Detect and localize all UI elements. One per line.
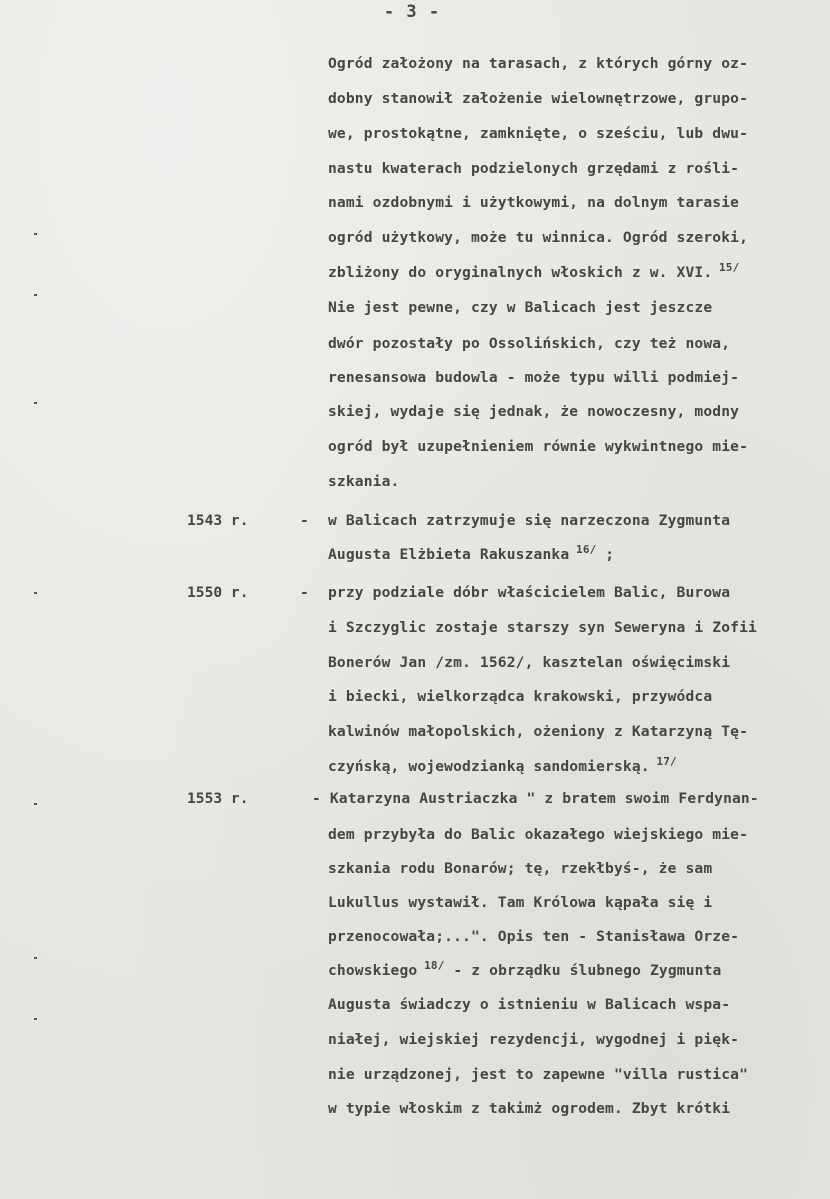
line-text: Augusta Elżbieta Rakuszanka xyxy=(328,546,570,563)
text-line xyxy=(328,160,739,177)
text-line xyxy=(312,790,759,807)
text-line xyxy=(328,335,730,352)
line-text: chowskiego xyxy=(328,962,418,979)
text-line xyxy=(328,654,730,671)
line-text: - Katarzyna Austriaczka " z bratem swoim Ferdynan- xyxy=(312,790,759,807)
text-line xyxy=(328,860,712,877)
text-line xyxy=(328,996,730,1013)
line-text: Lukullus wystawił. Tam Królowa kąpała się i xyxy=(328,894,713,911)
line-text: niałej, wiejskiej rezydencji, wygodnej i pięk- xyxy=(328,1031,740,1048)
footnote-marker: 17/ xyxy=(649,755,677,768)
text-line xyxy=(328,543,615,563)
text-line xyxy=(328,473,400,490)
line-text: renesansowa budowla - może typu willi podmiej- xyxy=(328,369,740,386)
line-text: w typie włoskim z takimż ogrodem. Zbyt krótki xyxy=(328,1100,731,1117)
text-line xyxy=(328,299,712,316)
footnote-marker: 15/ xyxy=(712,261,740,274)
line-text: Augusta świadczy o istnieniu w Balicach wspa- xyxy=(328,996,731,1013)
line-text: dobny stanowił założenie wielownętrzowe, grupo- xyxy=(328,90,749,107)
text-line xyxy=(328,894,712,911)
line-text: przenocowała;...". Opis ten - Stanisława Orze- xyxy=(328,928,740,945)
text-line xyxy=(328,1031,739,1048)
text-line xyxy=(328,369,739,386)
text-line xyxy=(328,55,748,72)
line-text: dwór pozostały po Ossolińskich, czy też nowa, xyxy=(328,335,731,352)
line-text: Nie jest pewne, czy w Balicach jest jeszcze xyxy=(328,299,713,316)
line-text: czyńską, wojewodzianką sandomierską. xyxy=(328,758,650,775)
line-text: ogród użytkowy, może tu winnica. Ogród szeroki, xyxy=(328,229,749,246)
line-text: kalwinów małopolskich, ożeniony z Katarzyną Tę- xyxy=(328,723,749,740)
entry-dash: - xyxy=(300,584,309,601)
line-text: nie urządzonej, jest to zapewne "villa rustica" xyxy=(328,1066,749,1083)
line-text: ogród był uzupełnieniem równie wykwintnego mie- xyxy=(328,438,749,455)
line-text: Ogród założony na tarasach, z których górny oz- xyxy=(328,55,749,72)
line-text: szkania. xyxy=(328,473,400,490)
page-number: - 3 - xyxy=(383,2,441,22)
footnote-marker: 16/ xyxy=(569,543,597,556)
text-line xyxy=(328,438,748,455)
text-line xyxy=(328,194,739,211)
margin-speck xyxy=(34,803,37,805)
margin-speck xyxy=(34,402,37,404)
text-line xyxy=(328,125,748,142)
text-line xyxy=(328,1100,730,1117)
text-line xyxy=(328,403,739,420)
text-line xyxy=(328,826,748,843)
text-line xyxy=(328,261,740,281)
line-text: nami ozdobnymi i użytkowymi, na dolnym tarasie xyxy=(328,194,740,211)
text-line xyxy=(328,619,757,636)
entry-date-1553: 1553 r. xyxy=(187,790,249,807)
entry-date-1550: 1550 r. xyxy=(187,584,249,601)
text-line xyxy=(328,90,748,107)
line-text: nastu kwaterach podzielonych grzędami z rośli- xyxy=(328,160,740,177)
text-line xyxy=(328,1066,748,1083)
margin-speck xyxy=(34,1018,37,1020)
text-line xyxy=(328,229,748,246)
margin-speck xyxy=(34,294,37,296)
text-line xyxy=(328,928,739,945)
text-line xyxy=(328,688,712,705)
line-text: we, prostokątne, zamknięte, o sześciu, lub dwu- xyxy=(328,125,749,142)
line-text: zbliżony do oryginalnych włoskich z w. XVI. xyxy=(328,264,713,281)
margin-speck xyxy=(34,592,37,594)
line-text: dem przybyła do Balic okazałego wiejskiego mie- xyxy=(328,826,749,843)
text-line xyxy=(328,723,748,740)
text-line xyxy=(328,959,722,979)
footnote-marker: 18/ xyxy=(417,959,445,972)
line-text: w Balicach zatrzymuje się narzeczona Zygmunta xyxy=(328,512,731,529)
entry-date-1543: 1543 r. xyxy=(187,512,249,529)
line-text: szkania rodu Bonarów; tę, rzekłbyś-, że sam xyxy=(328,860,713,877)
line-text: i Szczyglic zostaje starszy syn Seweryna i Zofii xyxy=(328,619,757,636)
text-line xyxy=(328,584,730,601)
line-text: przy podziale dóbr właścicielem Balic, Burowa xyxy=(328,584,731,601)
line-text: i biecki, wielkorządca krakowski, przywódca xyxy=(328,688,713,705)
text-line xyxy=(328,755,677,775)
entry-dash: - xyxy=(300,512,309,529)
text-line xyxy=(328,512,730,529)
margin-speck xyxy=(34,957,37,959)
line-text-continuation: - z obrządku ślubnego Zygmunta xyxy=(444,962,722,979)
margin-speck xyxy=(34,233,37,235)
line-text: skiej, wydaje się jednak, że nowoczesny, modny xyxy=(328,403,740,420)
line-text-continuation: ; xyxy=(596,546,615,563)
line-text: Bonerów Jan /zm. 1562/, kasztelan oświęcimski xyxy=(328,654,731,671)
